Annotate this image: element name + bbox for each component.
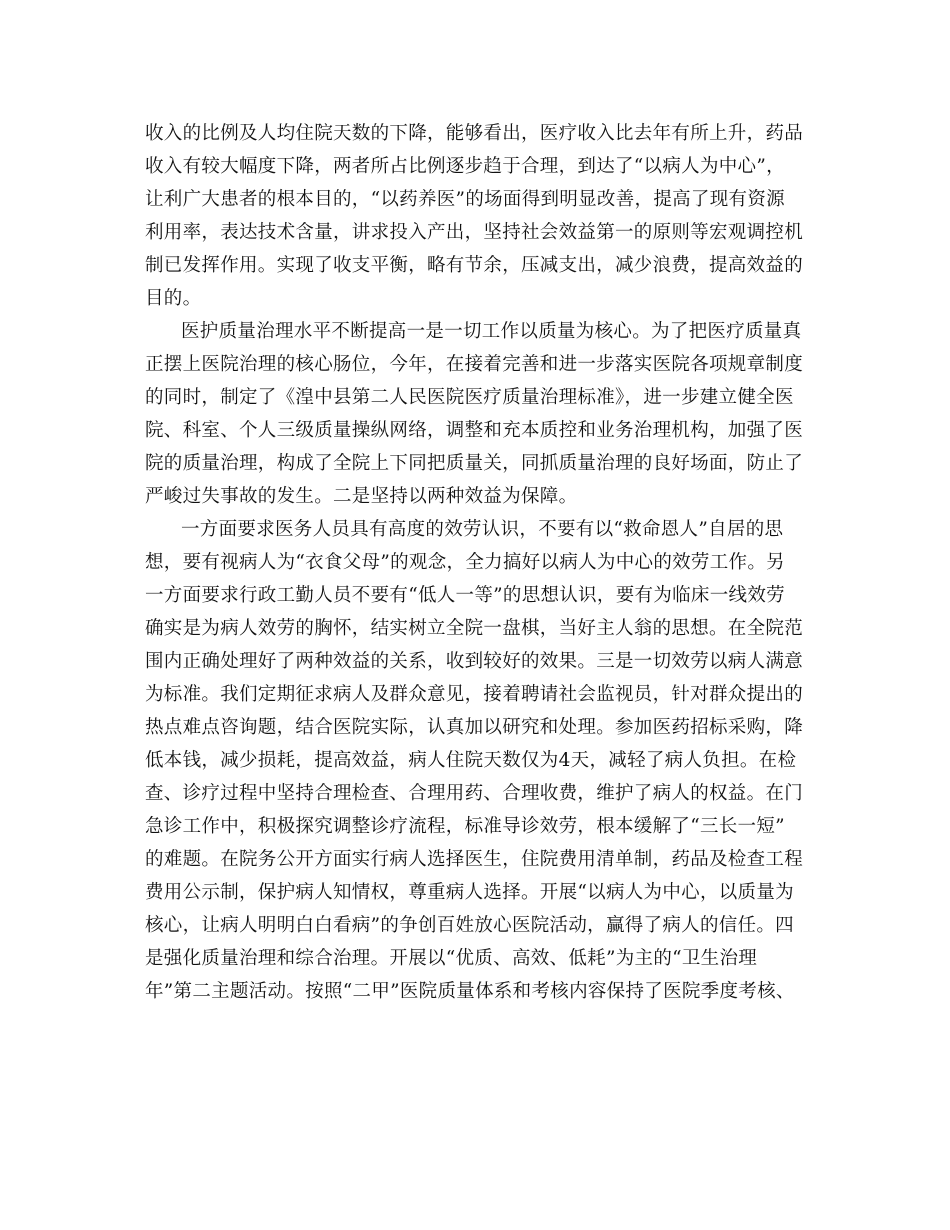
text-line: 确实是为病人效劳的胸怀，结实树立全院一盘棋，当好主人翁的思想。在全院范 bbox=[145, 618, 804, 639]
text-line: 一方面要求行政工勤人员不要有“低人一等”的思想认识，要有为临床一线效劳 bbox=[145, 585, 785, 606]
text-line: 收入有较大幅度下降，两者所占比例逐步趋于合理，到达了“以病人为中心”， bbox=[145, 156, 785, 177]
text-line: 目的。 bbox=[145, 288, 202, 309]
text-line: 一方面要求医务人员具有高度的效劳认识，不要有以“救命恩人”自居的思 bbox=[181, 519, 784, 540]
text-line: 制已发挥作用。实现了收支平衡，略有节余，压减支出，减少浪费，提高效益的 bbox=[145, 255, 804, 276]
text-line: 核心，让病人明明白白看病”的争创百姓放心医院活动，赢得了病人的信任。四 bbox=[145, 915, 794, 936]
text-line: 医护质量治理水平不断提高一是一切工作以质量为核心。为了把医疗质量真 bbox=[181, 321, 802, 342]
text-line: 年”第二主题活动。按照“二甲”医院质量体系和考核内容保持了医院季度考核、 bbox=[145, 981, 795, 1002]
text-line: 院、科室、个人三级质量操纵网络，调整和充本质控和业务治理机构，加强了医 bbox=[145, 420, 804, 441]
text-line: 费用公示制，保护病人知情权，尊重病人选择。开展“以病人为中心，以质量为 bbox=[145, 882, 794, 903]
text-line: 围内正确处理好了两种效益的关系，收到较好的效果。三是一切效劳以病人满意 bbox=[145, 651, 804, 672]
text-line: 查、诊疗过程中坚持合理检查、合理用药、合理收费，维护了病人的权益。在门 bbox=[145, 783, 804, 804]
text-line: 低本钱，减少损耗，提高效益，病人住院天数仅为4天，减轻了病人负担。在检 bbox=[145, 750, 797, 771]
text-line: 为标准。我们定期征求病人及群众意见，接着聘请社会监视员，针对群众提出的 bbox=[145, 684, 804, 705]
text-line: 热点难点咨询题，结合医院实际，认真加以研究和处理。参加医药招标采购，降 bbox=[145, 717, 804, 738]
text-line: 院的质量治理，构成了全院上下同把质量关，同抓质量治理的良好场面，防止了 bbox=[145, 453, 804, 474]
text-line: 收入的比例及人均住院天数的下降，能够看出，医疗收入比去年有所上升，药品 bbox=[145, 123, 804, 144]
text-line: 急诊工作中，积极探究调整诊疗流程，标准导诊效劳，根本缓解了“三长一短” bbox=[145, 816, 785, 837]
text-line: 的同时，制定了《湟中县第二人民医院医疗质量治理标准》，进一步建立健全医 bbox=[145, 387, 794, 408]
text-line: 严峻过失事故的发生。二是坚持以两种效益为保障。 bbox=[145, 486, 578, 507]
text-line: 想，要有视病人为“衣食父母”的观念，全力搞好以病人为中心的效劳工作。另 bbox=[145, 552, 785, 573]
text-line: 让利广大患者的根本目的，“以药养医”的场面得到明显改善，提高了现有资源 bbox=[145, 189, 785, 210]
text-line: 的难题。在院务公开方面实行病人选择医生，住院费用清单制，药品及检查工程 bbox=[145, 849, 804, 870]
text-line: 利用率，表达技术含量，讲求投入产出，坚持社会效益第一的原则等宏观调控机 bbox=[145, 222, 804, 243]
text-line: 是强化质量治理和综合治理。开展以“优质、高效、低耗”为主的“卫生治理 bbox=[145, 948, 758, 969]
text-line: 正摆上医院治理的核心肠位，今年，在接着完善和进一步落实医院各项规章制度 bbox=[145, 354, 804, 375]
